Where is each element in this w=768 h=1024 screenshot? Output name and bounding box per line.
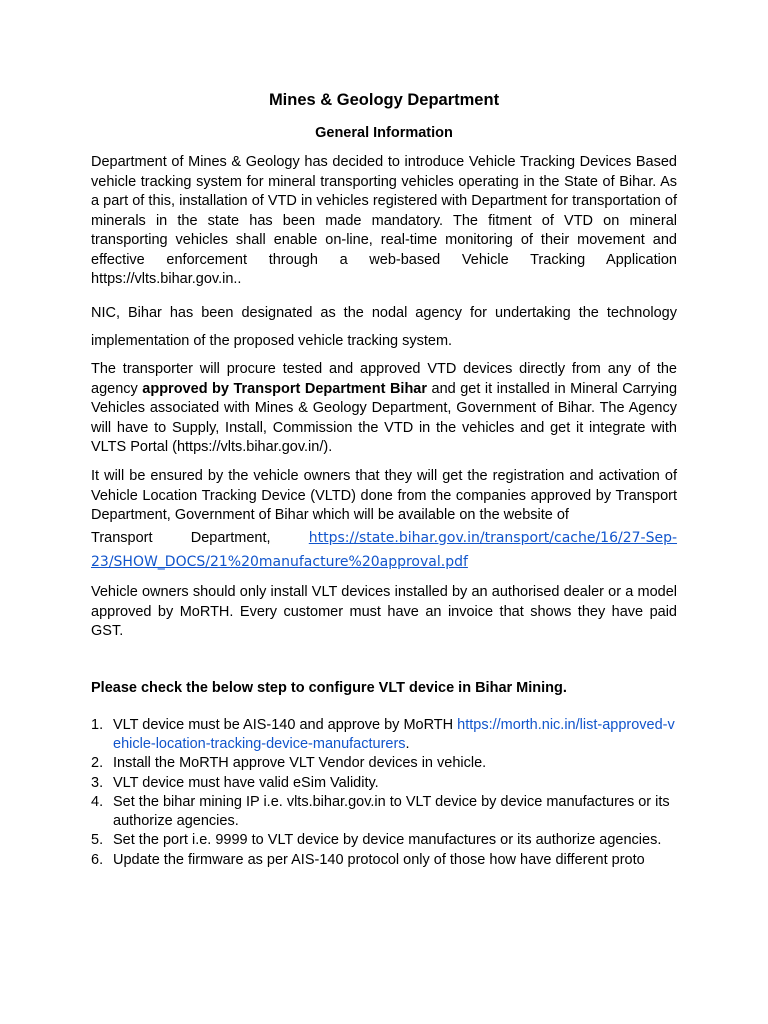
step-text-end: . [405, 735, 410, 752]
step-text: Set the bihar mining IP i.e. vlts.bihar.gov.in to VLT device by device manufactures or its authorize agencies. [113, 794, 670, 829]
step-text: Update the firmware as per AIS-140 protocol only of those how have different proto [113, 851, 645, 868]
vlts-url-text: https://vlts.bihar.gov.in.. [91, 271, 242, 287]
step-text [113, 716, 682, 753]
morth-list-link[interactable]: https://morth.nic.in/list-approved-vehicle-location-tracking-device-manufacturers [113, 717, 675, 752]
step-number: 4. [91, 794, 104, 810]
step-number: 5. [91, 832, 104, 848]
paragraph-intro-text: Department of Mines & Geology has decided to introduce Vehicle Tracking Devices Based vehicle tracking system for mineral transporting vehicles operating in the State of Bihar. As a part of this, installation of VTD in vehicles registered with Department for transportation of minerals in the state has been made mandatory. The fitment of VTD on mineral transporting vehicles shall enable on-line, real-time monitoring of their movement and effective enforcement through a web-based Vehicle Tracking Application [91, 154, 677, 268]
steps-list [91, 716, 682, 870]
list-item [91, 774, 682, 793]
page-title: Mines & Geology Department [268, 91, 500, 109]
steps-heading: Please check the below step to configure VLT device in Bihar Mining. [91, 680, 567, 696]
paragraph-transporter [91, 360, 677, 458]
list-item [91, 754, 682, 773]
list-item [91, 831, 682, 850]
transport-approval-link-cont[interactable]: 23/SHOW_DOCS/21%20manufacture%20approval.pdf [91, 553, 468, 570]
list-item [91, 851, 682, 870]
step-number: 2. [91, 755, 104, 771]
paragraph-registration-text: It will be ensured by the vehicle owners that they will get the registration and activation of Vehicle Location Tracking Device (VLTD) done from the companies approved by Transport Department, Government of Bihar which will be available on the website of [91, 468, 677, 523]
paragraph-registration [91, 467, 677, 574]
step-number: 6. [91, 851, 104, 868]
list-item [91, 716, 682, 753]
step-number: 1. [91, 717, 104, 733]
step-text: VLT device must have valid eSim Validity. [113, 774, 379, 791]
step-text: Install the MoRTH approve VLT Vendor devices in vehicle. [113, 755, 487, 771]
step-text-part: VLT device must be AIS-140 and approve by MoRTH [113, 717, 458, 733]
step-number: 3. [91, 774, 104, 791]
section-subtitle: General Information [315, 125, 453, 141]
paragraph-nic: NIC, Bihar has been designated as the nodal agency for undertaking the technology implementation of the proposed vehicle tracking system. [91, 305, 677, 349]
transport-approval-link[interactable]: https://state.bihar.gov.in/transport/cache/16/27-Sep- [308, 529, 678, 546]
step-text: Set the port i.e. 9999 to VLT device by device manufactures or its authorize agencies. [113, 832, 662, 848]
transport-approval-emphasis: approved by Transport Department Bihar [142, 380, 428, 397]
paragraph-intro [91, 153, 677, 290]
paragraph-transporter-text-a: The transporter will procure tested and approved VTD devices directly from any of the agency [91, 361, 677, 397]
paragraph-transporter-text-b: and get it installed in Mineral Carrying Vehicles associated with Mines & Geology Department, Government of Bihar. The Agency will have to Supply, Install, Commission the VTD in the vehicles and get it integrate with VLTS Portal (https://vlts.bihar.gov.in/). [91, 380, 678, 455]
paragraph-owners: Vehicle owners should only install VLT devices installed by an authorised dealer or a model approved by MoRTH. Every customer must have an invoice that shows they have paid GST. [91, 584, 677, 639]
paragraph-registration-tail: Transport Department, [91, 529, 271, 546]
list-item [91, 793, 682, 830]
